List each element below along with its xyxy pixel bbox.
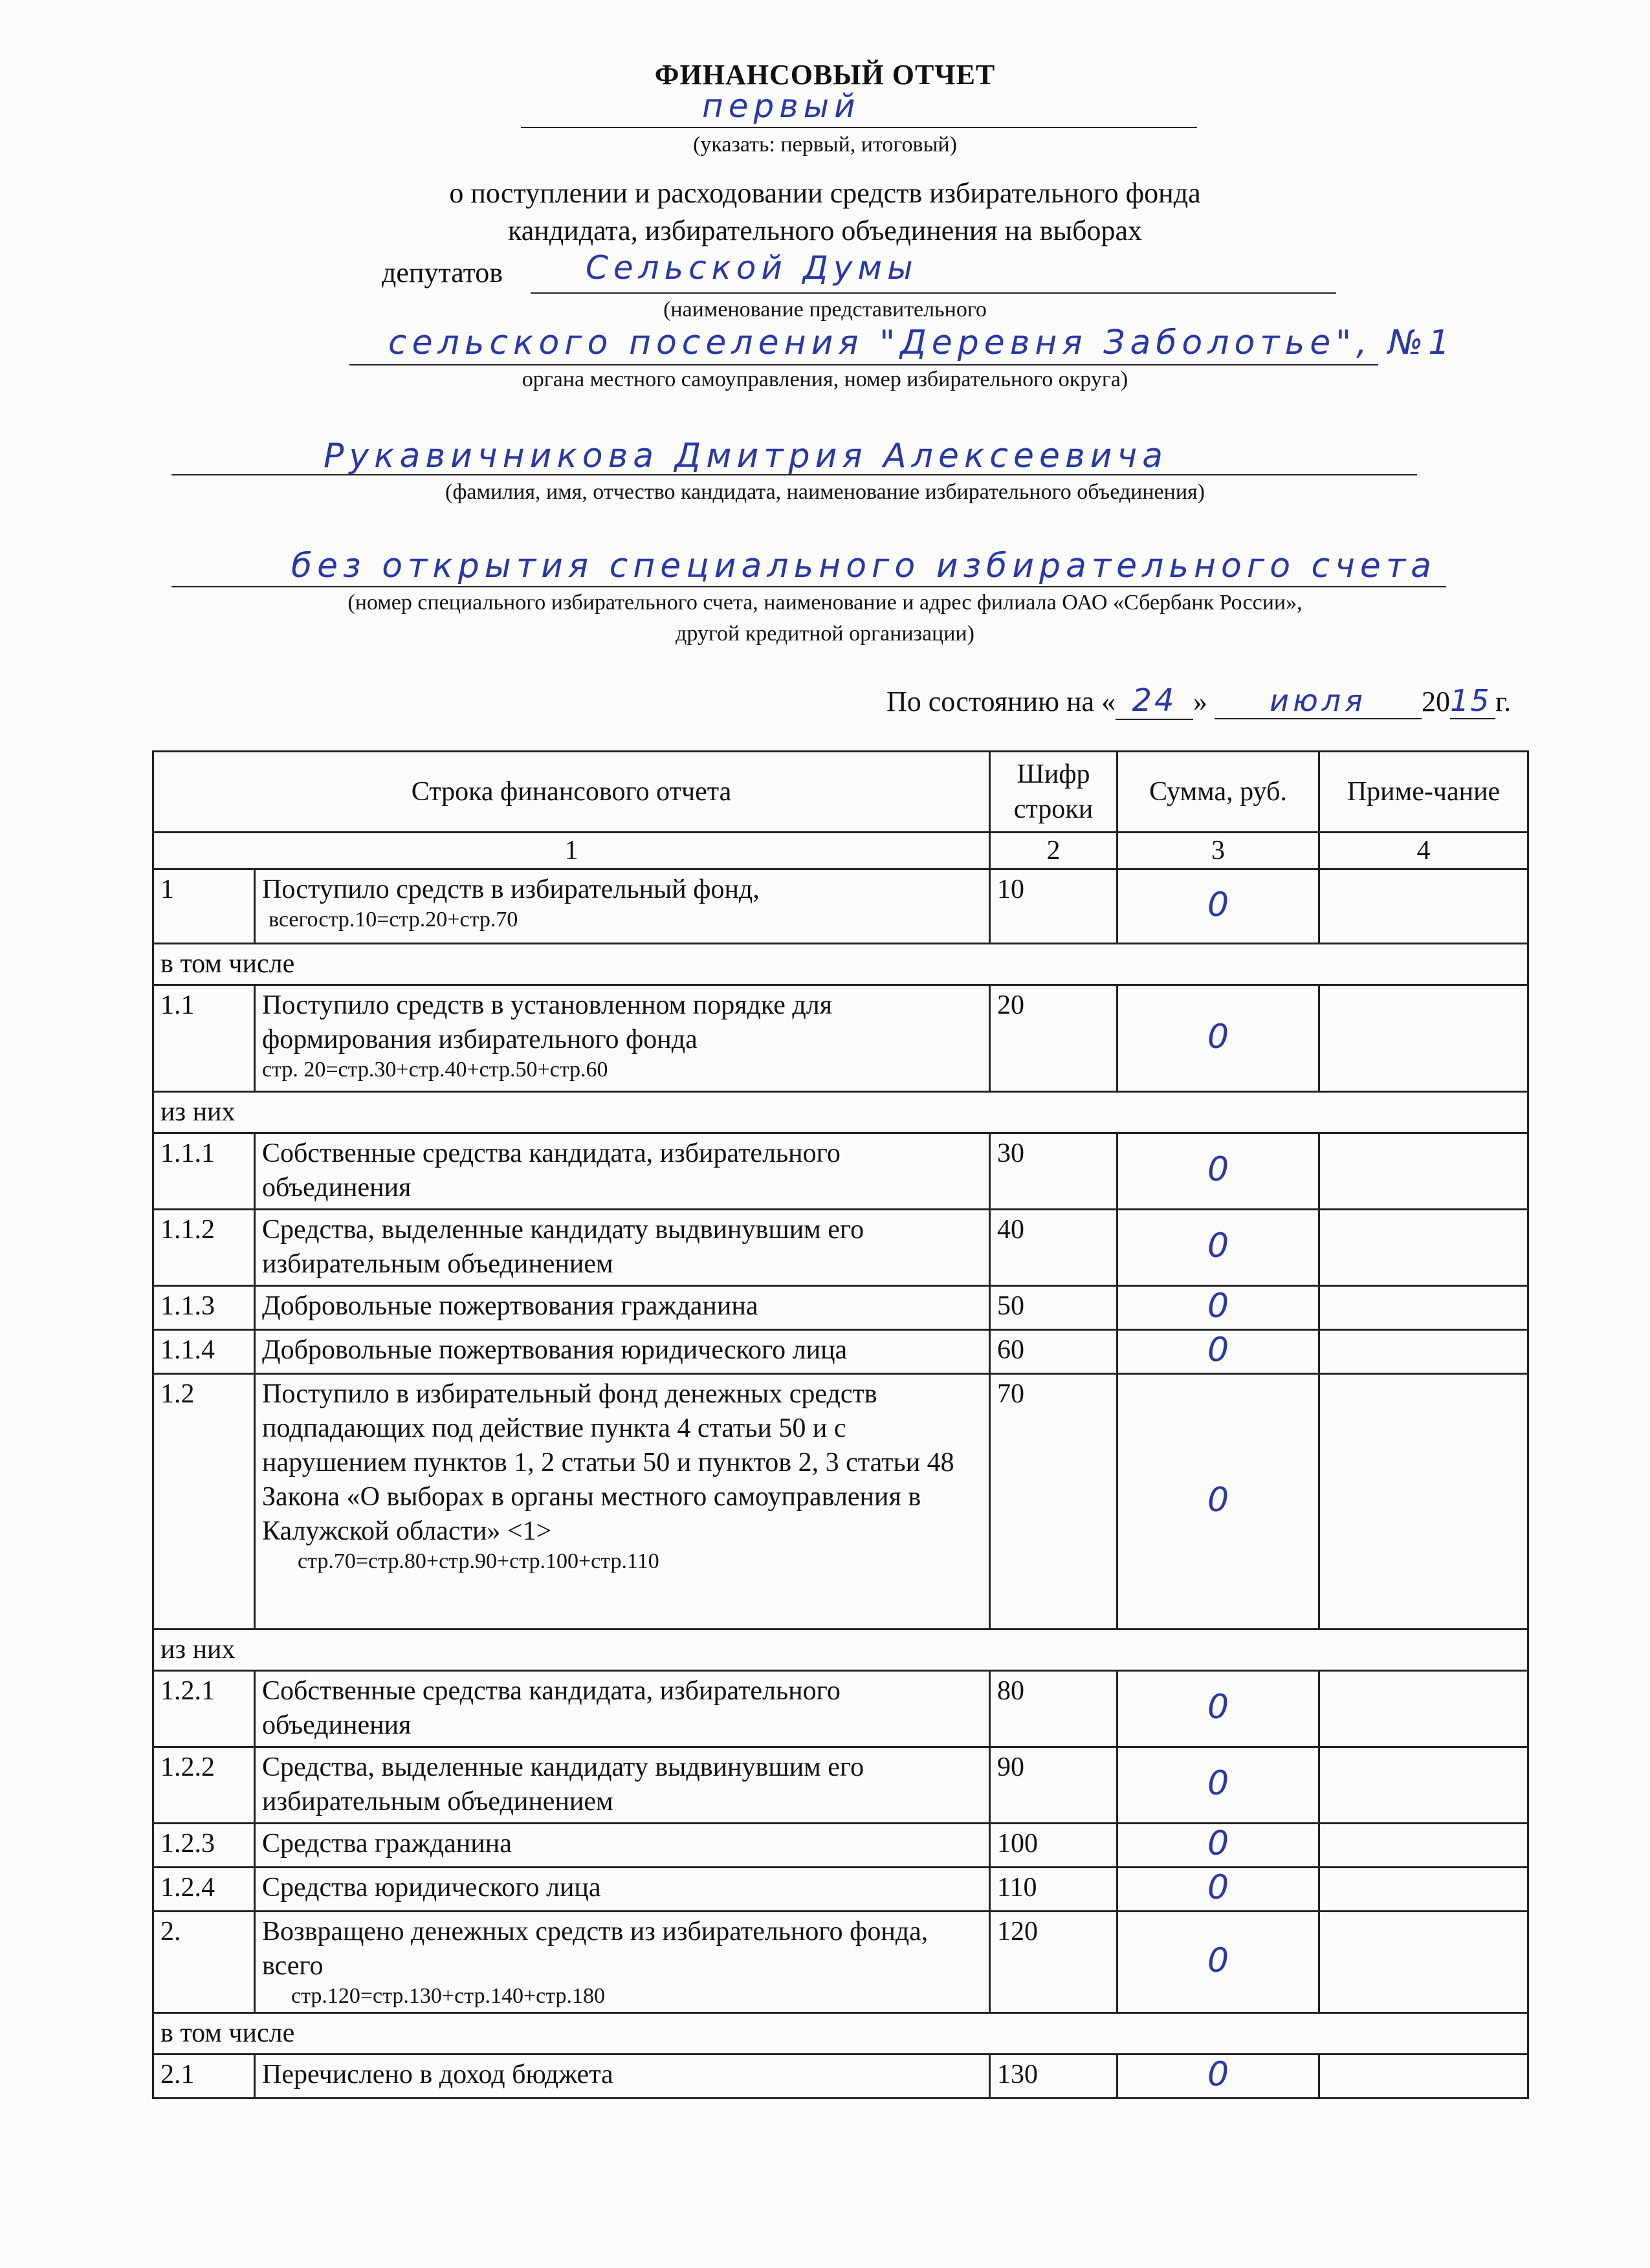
row-formula: стр.70=стр.80+стр.90+стр.100+стр.110 [298, 1549, 659, 1573]
row-note [1319, 1671, 1528, 1747]
row-sum-cell [1117, 1374, 1319, 1630]
row-description [255, 1133, 990, 1210]
row-description [255, 1824, 990, 1868]
header-sum: Сумма, руб. [1117, 752, 1319, 833]
table-row [153, 1868, 1528, 1912]
row-text: Перечислено в доход бюджета [262, 2060, 613, 2089]
table-row [153, 1912, 1528, 2013]
row-text: Собственные средства кандидата, избирательного объединения [262, 1676, 841, 1740]
row-description [255, 1374, 990, 1630]
body-hint: (наименование представительного [663, 298, 987, 322]
table-row [153, 1133, 1528, 1210]
row-code: 50 [990, 1286, 1117, 1330]
row-description [255, 985, 990, 1092]
row-code: 20 [990, 985, 1117, 1092]
row-code: 100 [990, 1824, 1117, 1868]
row-note [1319, 1824, 1528, 1868]
row-description [255, 1671, 990, 1747]
candidate-hint: (фамилия, имя, отчество кандидата, наименование избирательного объединения) [445, 480, 1205, 504]
table-header-row [153, 752, 1528, 833]
group-label: в том числе [153, 2013, 1528, 2055]
col-number: 2 [990, 833, 1117, 869]
date-prefix: По состоянию на « [886, 686, 1116, 717]
row-code: 80 [990, 1671, 1117, 1747]
row-sum-cell [1117, 1286, 1319, 1330]
row-code: 110 [990, 1868, 1117, 1912]
row-text: Собственные средства кандидата, избирательного объединения [262, 1139, 841, 1203]
row-formula: стр.120=стр.130+стр.140+стр.180 [291, 1984, 605, 2008]
row-note [1319, 1912, 1528, 2013]
row-note [1319, 1747, 1528, 1824]
body-value2: сельского поселения "Деревня Заболотье", №1 [388, 323, 1455, 362]
table-row [153, 1286, 1528, 1330]
row-sum-value: 0 [1207, 1868, 1229, 1907]
table-row [153, 1210, 1528, 1286]
as-of-date [886, 682, 1511, 720]
row-number: 1.2.3 [153, 1824, 255, 1868]
row-code: 10 [990, 869, 1117, 944]
body-hint2: органа местного самоуправления, номер избирательного округа) [522, 367, 1128, 391]
row-note [1319, 1210, 1528, 1286]
row-number: 2.1 [153, 2055, 255, 2099]
row-text: Средства юридического лица [262, 1873, 601, 1903]
row-sum-cell [1117, 1210, 1319, 1286]
row-sum-cell [1117, 2055, 1319, 2099]
row-sum-value: 0 [1207, 2055, 1229, 2094]
row-formula: стр. 20=стр.30+стр.40+стр.50+стр.60 [262, 1058, 608, 1082]
row-note [1319, 1133, 1528, 1210]
account-value: без открытия специального избирательного счета [291, 547, 1436, 585]
date-month: июля [1215, 683, 1422, 719]
table-row [153, 985, 1528, 1092]
date-day: 24 [1116, 682, 1193, 720]
table-row [153, 869, 1528, 944]
row-description [255, 869, 990, 944]
date-suffix: г. [1495, 686, 1512, 717]
row-note [1319, 1868, 1528, 1912]
row-code: 40 [990, 1210, 1117, 1286]
row-sum-value: 0 [1207, 1227, 1229, 1265]
date-year: 15 [1450, 683, 1495, 719]
subtitle-line1: о поступлении и расходовании средств избирательного фонда [449, 177, 1201, 209]
group-label: из них [153, 1630, 1528, 1671]
row-description [255, 1912, 990, 2013]
report-type-underline [521, 127, 1197, 128]
table-group-row [153, 1092, 1528, 1133]
row-note [1319, 1330, 1528, 1374]
row-formula: всегостр.10=стр.20+стр.70 [269, 908, 518, 932]
row-text: Поступило в избирательный фонд денежных средств подпадающих под действие пункта 4 статьи 50 и с нарушением пунктов 1, 2 статьи 50 и пунктов 2, 3 статьи 48 Закона «О выборах в органы местного самоуправления в Калужской области» <1> [262, 1379, 954, 1546]
financial-report-table [152, 750, 1529, 2099]
row-description [255, 1330, 990, 1374]
body-underline2 [349, 364, 1378, 365]
row-text: Возвращено денежных средств из избирательного фонда, всего [262, 1917, 929, 1981]
row-text: Средства, выделенные кандидату выдвинувшим его избирательным объединением [262, 1752, 864, 1816]
row-number: 1.1.4 [153, 1330, 255, 1374]
row-text: Поступило средств в избирательный фонд, [262, 875, 760, 904]
row-number: 1.1.1 [153, 1133, 255, 1210]
row-description [255, 1286, 990, 1330]
row-code: 70 [990, 1374, 1117, 1630]
row-code: 30 [990, 1133, 1117, 1210]
header-line: Строка финансового отчета [153, 752, 990, 833]
row-description [255, 1747, 990, 1824]
candidate-underline [171, 474, 1417, 475]
col-number: 3 [1117, 833, 1319, 869]
row-text: Поступило средств в установленном порядке для формирования избирательного фонда [262, 990, 833, 1054]
row-number: 1.2 [153, 1374, 255, 1630]
account-hint1: (номер специального избирательного счета, наименование и адрес филиала ОАО «Сбербанк России», [347, 591, 1303, 615]
row-number: 1.2.4 [153, 1868, 255, 1912]
row-code: 130 [990, 2055, 1117, 2099]
table-row [153, 1330, 1528, 1374]
row-note [1319, 1374, 1528, 1630]
date-mid: » [1193, 686, 1208, 717]
row-sum-value: 0 [1207, 1941, 1229, 1980]
row-sum-cell [1117, 1133, 1319, 1210]
row-sum-value: 0 [1207, 1480, 1229, 1520]
row-number: 2. [153, 1912, 255, 2013]
row-description [255, 1210, 990, 1286]
col-number: 4 [1319, 833, 1528, 869]
row-number: 1.1 [153, 985, 255, 1092]
row-sum-cell [1117, 1824, 1319, 1868]
table-row [153, 2055, 1528, 2099]
account-underline [171, 586, 1446, 587]
row-sum-value: 0 [1207, 1824, 1229, 1863]
account-hint2: другой кредитной организации) [676, 622, 974, 646]
row-code: 90 [990, 1747, 1117, 1824]
table-group-row [153, 2013, 1528, 2055]
row-sum-cell [1117, 869, 1319, 944]
header-note: Приме-чание [1319, 752, 1528, 833]
row-code: 60 [990, 1330, 1117, 1374]
table-row [153, 1747, 1528, 1824]
row-sum-value: 0 [1207, 1287, 1229, 1325]
group-label: из них [153, 1092, 1528, 1133]
row-sum-cell [1117, 985, 1319, 1092]
table-row [153, 1671, 1528, 1747]
row-sum-cell [1117, 1747, 1319, 1824]
row-text: Средства, выделенные кандидату выдвинувшим его избирательным объединением [262, 1215, 864, 1279]
date-year-prefix: 20 [1422, 686, 1451, 717]
row-description [255, 1868, 990, 1912]
row-note [1319, 2055, 1528, 2099]
row-number: 1.2.1 [153, 1671, 255, 1747]
table-group-row [153, 1630, 1528, 1671]
row-note [1319, 1286, 1528, 1330]
row-note [1319, 985, 1528, 1092]
row-note [1319, 869, 1528, 944]
row-sum-cell [1117, 1868, 1319, 1912]
header-code: Шифр строки [990, 752, 1117, 833]
subtitle-line2: кандидата, избирательного объединения на выборах [508, 215, 1142, 246]
row-number: 1 [153, 869, 255, 944]
row-sum-value: 0 [1207, 1764, 1229, 1803]
report-type-hint: (указать: первый, итоговый) [693, 133, 957, 157]
row-number: 1.1.3 [153, 1286, 255, 1330]
row-sum-cell [1117, 1671, 1319, 1747]
table-group-row [153, 944, 1528, 985]
row-sum-value: 0 [1207, 1017, 1229, 1056]
row-sum-cell [1117, 1912, 1319, 2013]
row-text: Добровольные пожертвования гражданина [262, 1291, 758, 1321]
table-row [153, 1824, 1528, 1868]
row-text: Добровольные пожертвования юридического лица [262, 1335, 848, 1365]
row-sum-value: 0 [1207, 1331, 1229, 1369]
candidate-value: Рукавичникова Дмитрия Алексеевича [324, 437, 1168, 475]
table-numbering-row [153, 833, 1528, 869]
row-description [255, 2055, 990, 2099]
row-sum-value: 0 [1207, 885, 1229, 924]
body-underline [531, 292, 1336, 294]
report-type-value: первый [702, 87, 861, 125]
report-title: ФИНАНСОВЫЙ ОТЧЕТ [654, 59, 996, 91]
group-label: в том числе [153, 944, 1528, 985]
row-sum-cell [1117, 1330, 1319, 1374]
deputies-label: депутатов [382, 257, 503, 289]
row-sum-value: 0 [1207, 1688, 1229, 1727]
table-row [153, 1374, 1528, 1630]
body-value: Сельской Думы [586, 249, 918, 287]
row-text: Средства гражданина [262, 1829, 512, 1859]
row-code: 120 [990, 1912, 1117, 2013]
row-number: 1.2.2 [153, 1747, 255, 1824]
row-sum-value: 0 [1207, 1150, 1229, 1189]
row-number: 1.1.2 [153, 1210, 255, 1286]
col-number: 1 [153, 833, 990, 869]
